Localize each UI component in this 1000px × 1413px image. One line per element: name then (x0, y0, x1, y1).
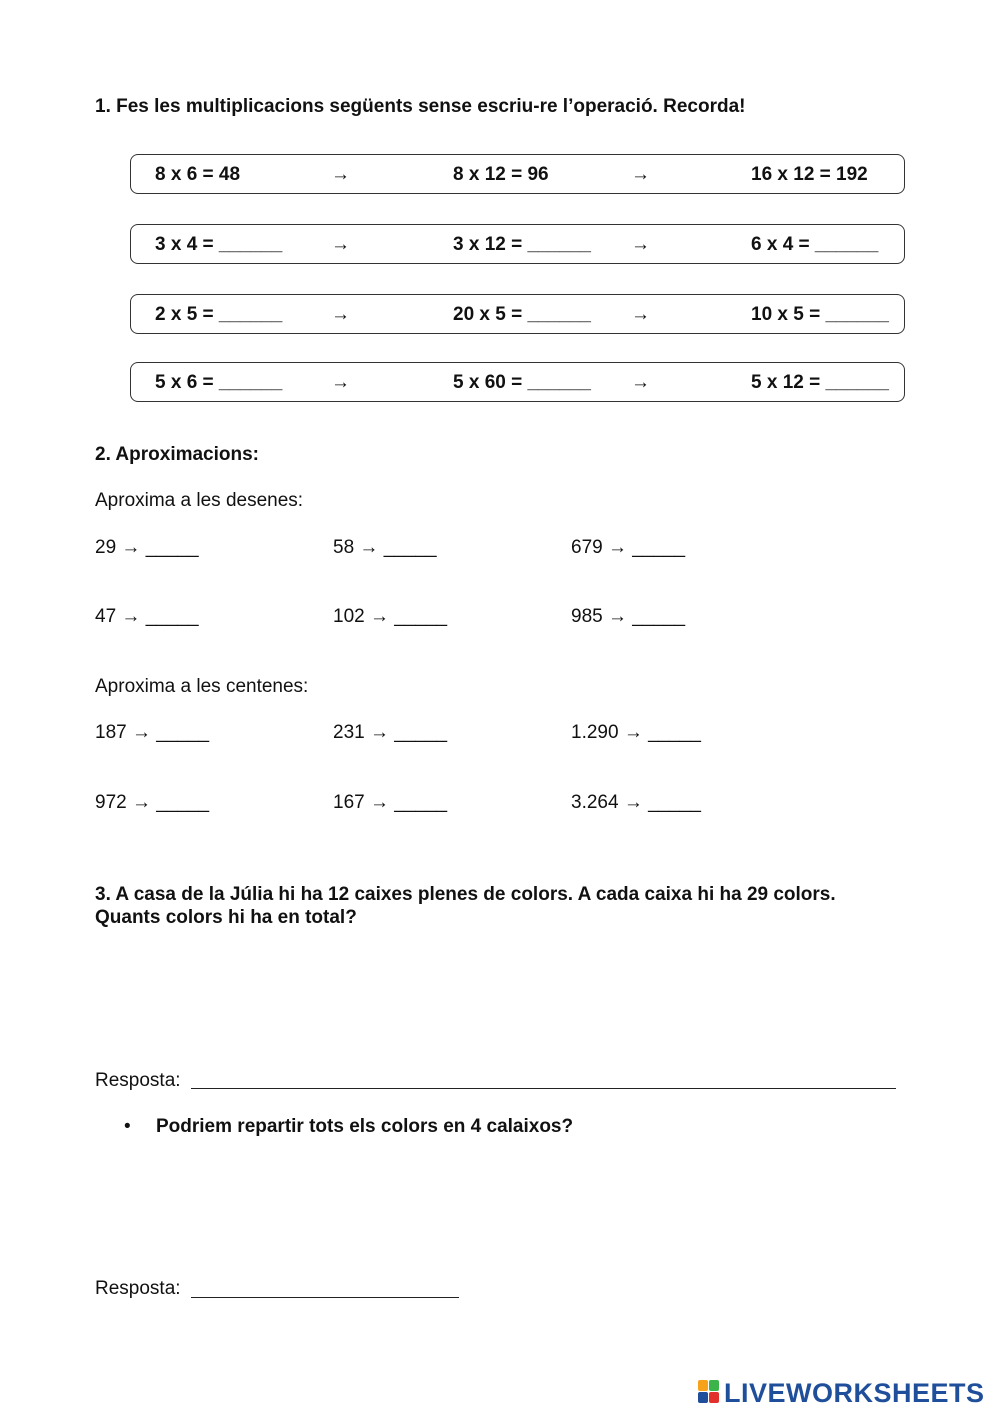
logo-mark-icon (698, 1380, 720, 1404)
bullet-icon: • (124, 1116, 131, 1137)
arrow-icon: → (631, 372, 650, 393)
arrow-icon: → (631, 304, 650, 325)
liveworksheets-logo[interactable] (698, 1378, 993, 1408)
logo-text: LIVEWORKSHEETS (724, 1378, 985, 1408)
multiplication-cell[interactable]: 6 x 4 = ______ (751, 234, 879, 255)
multiplication-cell[interactable]: 10 x 5 = ______ (751, 304, 889, 325)
multiplication-cell[interactable]: 20 x 5 = ______ (453, 304, 591, 325)
approx-item[interactable]: 47 → _____ (95, 606, 199, 627)
approx-item[interactable]: 1.290 → _____ (571, 722, 701, 743)
answer-line[interactable] (191, 1088, 896, 1089)
arrow-icon: → (331, 164, 350, 185)
arrow-icon: → (631, 234, 650, 255)
arrow-icon: → (331, 234, 350, 255)
approx-item[interactable]: 167 → _____ (333, 792, 448, 813)
approx-item[interactable]: 102 → _____ (333, 606, 448, 627)
sub-question: Podriem repartir tots els colors en 4 calaixos? (156, 1116, 574, 1137)
arrow-icon: → (631, 164, 650, 185)
multiplication-cell[interactable]: 3 x 4 = ______ (155, 234, 283, 255)
approx-item[interactable]: 679 → _____ (571, 537, 686, 558)
question-2-title: 2. Aproximacions: (95, 444, 260, 465)
multiplication-cell: 16 x 12 = 192 (751, 164, 868, 185)
multiplication-cell[interactable]: 2 x 5 = ______ (155, 304, 283, 325)
question-3-title-line-2: Quants colors hi ha en total? (95, 907, 357, 928)
multiplication-row-4 (130, 362, 905, 402)
multiplication-row-2 (130, 224, 905, 264)
approx-item[interactable]: 187 → _____ (95, 722, 210, 743)
question-1-title: 1. Fes les multiplicacions següents sense escriu-re l’operació. Recorda! (95, 96, 746, 117)
question-3-title-line-1: 3. A casa de la Júlia hi ha 12 caixes plenes de colors. A cada caixa hi ha 29 colors. (95, 884, 836, 905)
arrow-icon: → (331, 372, 350, 393)
multiplication-cell[interactable]: 3 x 12 = ______ (453, 234, 591, 255)
answer-label-2: Resposta: (95, 1278, 181, 1299)
multiplication-cell[interactable]: 5 x 60 = ______ (453, 372, 591, 393)
multiplication-cell: 8 x 6 = 48 (155, 164, 241, 185)
hundreds-instruction: Aproxima a les centenes: (95, 676, 309, 697)
approx-item[interactable]: 231 → _____ (333, 722, 448, 743)
multiplication-cell[interactable]: 5 x 12 = ______ (751, 372, 889, 393)
approx-item[interactable]: 29 → _____ (95, 537, 199, 558)
approx-item[interactable]: 972 → _____ (95, 792, 210, 813)
multiplication-cell[interactable]: 5 x 6 = ______ (155, 372, 283, 393)
arrow-icon: → (331, 304, 350, 325)
multiplication-cell: 8 x 12 = 96 (453, 164, 549, 185)
multiplication-row-3 (130, 294, 905, 334)
multiplication-row-1 (130, 154, 905, 194)
answer-line-2[interactable] (191, 1297, 459, 1298)
approx-item[interactable]: 985 → _____ (571, 606, 686, 627)
approx-item[interactable]: 58 → _____ (333, 537, 437, 558)
tens-instruction: Aproxima a les desenes: (95, 490, 304, 511)
answer-label: Resposta: (95, 1070, 181, 1091)
approx-item[interactable]: 3.264 → _____ (571, 792, 701, 813)
